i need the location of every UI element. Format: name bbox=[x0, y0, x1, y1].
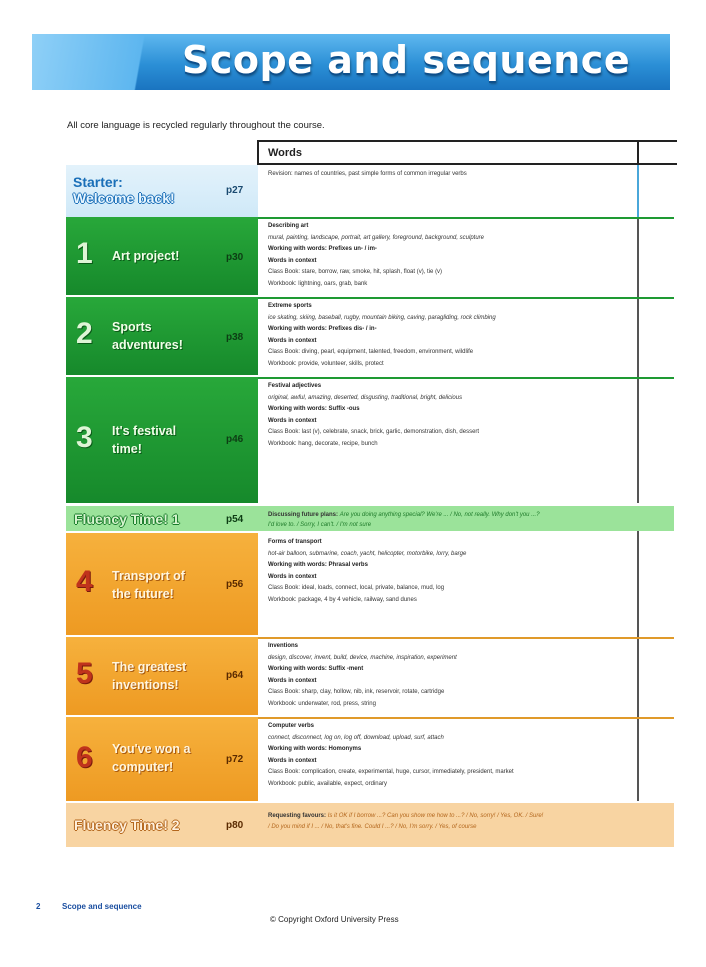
unit-title-line2: time! bbox=[112, 442, 142, 456]
unit-title-line2: adventures! bbox=[112, 338, 183, 352]
unit-workbook: Workbook: package, 4 by 4 vehicle, railway, sand dunes bbox=[268, 596, 417, 603]
fluency-text-line2: I'd love to. / Sorry, I can't. / I'm not sure bbox=[268, 522, 372, 528]
unit-page: p64 bbox=[226, 670, 244, 681]
unit-context-heading: Words in context bbox=[268, 757, 317, 764]
fluency-title: Fluency Time! 2 bbox=[74, 817, 180, 833]
unit-workbook: Workbook: lightning, oars, grab, bank bbox=[268, 280, 368, 287]
next-column-header bbox=[637, 140, 677, 165]
unit-number: 6 bbox=[76, 741, 93, 774]
unit-topic-words: design, discover, invent, build, device, machine, inspiration, experiment bbox=[268, 654, 457, 661]
starter-content-text: Revision: names of countries, past simple forms of common irregular verbs bbox=[268, 171, 467, 177]
unit-1-label bbox=[66, 217, 258, 295]
page-title: Scope and sequence bbox=[182, 38, 631, 82]
unit-workbook: Workbook: underwater, rod, press, string bbox=[268, 700, 376, 707]
unit-number: 1 bbox=[76, 237, 93, 270]
unit-title-line2: computer! bbox=[112, 760, 174, 774]
starter-page: p27 bbox=[226, 185, 244, 196]
unit-title-line1: The greatest bbox=[112, 660, 187, 674]
unit-title-line1: It's festival bbox=[112, 424, 177, 438]
unit-topic-words: mural, painting, landscape, portrait, art gallery, foreground, background, sculpture bbox=[268, 234, 485, 241]
table-row-fluency-1 bbox=[66, 506, 674, 531]
fluency-page: p80 bbox=[226, 820, 244, 831]
footer-page-number: 2 bbox=[36, 902, 41, 911]
table-row-unit-4 bbox=[66, 533, 674, 635]
unit-title-line1: Art project! bbox=[112, 249, 180, 263]
unit-working-with-words: Working with words: Suffix -ment bbox=[268, 666, 364, 673]
table-row-unit-5 bbox=[66, 637, 674, 715]
unit-title-line1: Transport of bbox=[112, 569, 185, 583]
starter-title-line1: Starter: bbox=[73, 174, 123, 190]
unit-working-with-words: Working with words: Suffix -ous bbox=[268, 406, 360, 413]
unit-topic: Extreme sports bbox=[268, 303, 312, 309]
table-row-unit-6 bbox=[66, 717, 674, 801]
unit-topic: Forms of transport bbox=[268, 539, 322, 545]
words-column-header bbox=[257, 140, 637, 165]
fluency-text-line1: Is it OK if I borrow ...? Can you show me how to ...? / No, sorry! / Yes, OK. / Sure! bbox=[327, 813, 544, 819]
unit-working-with-words: Working with words: Phrasal verbs bbox=[268, 562, 368, 569]
unit-title-line2: the future! bbox=[112, 587, 174, 601]
unit-class-book: Class Book: sharp, clay, hollow, nib, ink, reservoir, rotate, cartridge bbox=[268, 689, 445, 696]
table-row-unit-3 bbox=[66, 377, 674, 503]
unit-working-with-words: Working with words: Prefixes dis- / in- bbox=[268, 326, 377, 333]
unit-context-heading: Words in context bbox=[268, 573, 317, 580]
unit-6-content bbox=[265, 717, 637, 801]
fluency-2-content bbox=[265, 803, 637, 847]
unit-context-heading: Words in context bbox=[268, 417, 317, 424]
unit-page: p72 bbox=[226, 754, 244, 765]
unit-4-label bbox=[66, 533, 258, 635]
unit-4-content bbox=[265, 533, 637, 635]
table-row-starter bbox=[66, 165, 674, 217]
unit-number: 5 bbox=[76, 657, 93, 690]
unit-workbook: Workbook: hang, decorate, recipe, bunch bbox=[268, 440, 378, 447]
unit-class-book: Class Book: diving, pearl, equipment, talented, freedom, environment, wildlife bbox=[268, 349, 474, 356]
unit-number: 2 bbox=[76, 317, 93, 350]
fluency-heading: Requesting favours: bbox=[268, 813, 327, 819]
unit-2-content bbox=[265, 297, 637, 375]
starter-title-line2: Welcome back! bbox=[73, 190, 175, 206]
unit-title-line1: You've won a bbox=[112, 742, 191, 756]
unit-page: p46 bbox=[226, 434, 244, 445]
unit-topic: Festival adjectives bbox=[268, 383, 322, 389]
starter-content bbox=[265, 165, 637, 217]
starter-label bbox=[66, 165, 258, 217]
unit-topic: Computer verbs bbox=[268, 723, 315, 729]
unit-context-heading: Words in context bbox=[268, 677, 317, 684]
unit-context-heading: Words in context bbox=[268, 337, 317, 344]
fluency-text-line1: Are you doing anything special? We're ... / No, not really. Why don't you ...? bbox=[339, 512, 540, 518]
unit-page: p56 bbox=[226, 579, 244, 590]
unit-workbook: Workbook: public, available, expect, ordinary bbox=[268, 780, 387, 787]
fluency-heading: Discussing future plans: bbox=[268, 512, 339, 518]
unit-topic-words: original, awful, amazing, deserted, disgusting, traditional, bright, delicious bbox=[268, 394, 463, 401]
fluency-1-content bbox=[265, 506, 637, 531]
footer-section-title: Scope and sequence bbox=[62, 902, 142, 911]
unit-working-with-words: Working with words: Prefixes un- / im- bbox=[268, 246, 377, 253]
fluency-title: Fluency Time! 1 bbox=[74, 511, 180, 527]
unit-title-line1: Sports bbox=[112, 320, 152, 334]
unit-2-label bbox=[66, 297, 258, 375]
table-row-unit-1 bbox=[66, 217, 674, 295]
unit-number: 3 bbox=[76, 421, 93, 454]
banner-highlight bbox=[32, 34, 182, 90]
unit-6-label bbox=[66, 717, 258, 801]
intro-text: All core language is recycled regularly throughout the course. bbox=[67, 120, 325, 131]
fluency-page: p54 bbox=[226, 514, 244, 525]
unit-workbook: Workbook: provide, volunteer, skills, protect bbox=[268, 360, 384, 367]
unit-class-book: Class Book: ideal, loads, connect, local, private, balance, mud, log bbox=[268, 585, 445, 592]
unit-page: p30 bbox=[226, 252, 244, 263]
fluency-text-line2: / Do you mind if I ... / No, that's fine. Could I ...? / No, I'm sorry. / Yes, of course bbox=[268, 824, 477, 830]
unit-topic-words: connect, disconnect, log on, log off, download, upload, surf, attach bbox=[268, 734, 444, 741]
table-row-fluency-2 bbox=[66, 803, 674, 847]
unit-number: 4 bbox=[76, 565, 93, 598]
unit-page: p38 bbox=[226, 332, 244, 343]
header-banner bbox=[32, 34, 670, 90]
unit-5-label bbox=[66, 637, 258, 715]
unit-1-content bbox=[265, 217, 637, 295]
unit-3-label bbox=[66, 377, 258, 503]
unit-class-book: Class Book: stare, borrow, raw, smoke, hit, splash, float (v), tie (v) bbox=[268, 269, 443, 276]
unit-topic: Inventions bbox=[268, 643, 299, 649]
unit-working-with-words: Working with words: Homonyms bbox=[268, 746, 362, 753]
unit-title-line2: inventions! bbox=[112, 678, 179, 692]
unit-topic: Describing art bbox=[268, 223, 309, 229]
unit-class-book: Class Book: complication, create, experimental, huge, cursor, immediately, president, market bbox=[268, 769, 514, 776]
table-row-unit-2 bbox=[66, 297, 674, 375]
unit-topic-words: hot-air balloon, submarine, coach, yacht, helicopter, motorbike, lorry, barge bbox=[268, 550, 467, 557]
unit-context-heading: Words in context bbox=[268, 257, 317, 264]
unit-class-book: Class Book: last (v), celebrate, snack, brick, garlic, demonstration, dish, dessert bbox=[268, 429, 480, 436]
unit-3-content bbox=[265, 377, 637, 503]
unit-5-content bbox=[265, 637, 637, 715]
copyright-notice: © Copyright Oxford University Press bbox=[270, 915, 399, 924]
unit-topic-words: ice skating, skiing, baseball, rugby, mountain biking, caving, paragliding, rock climbing bbox=[268, 314, 496, 321]
words-column-label: Words bbox=[268, 147, 303, 159]
